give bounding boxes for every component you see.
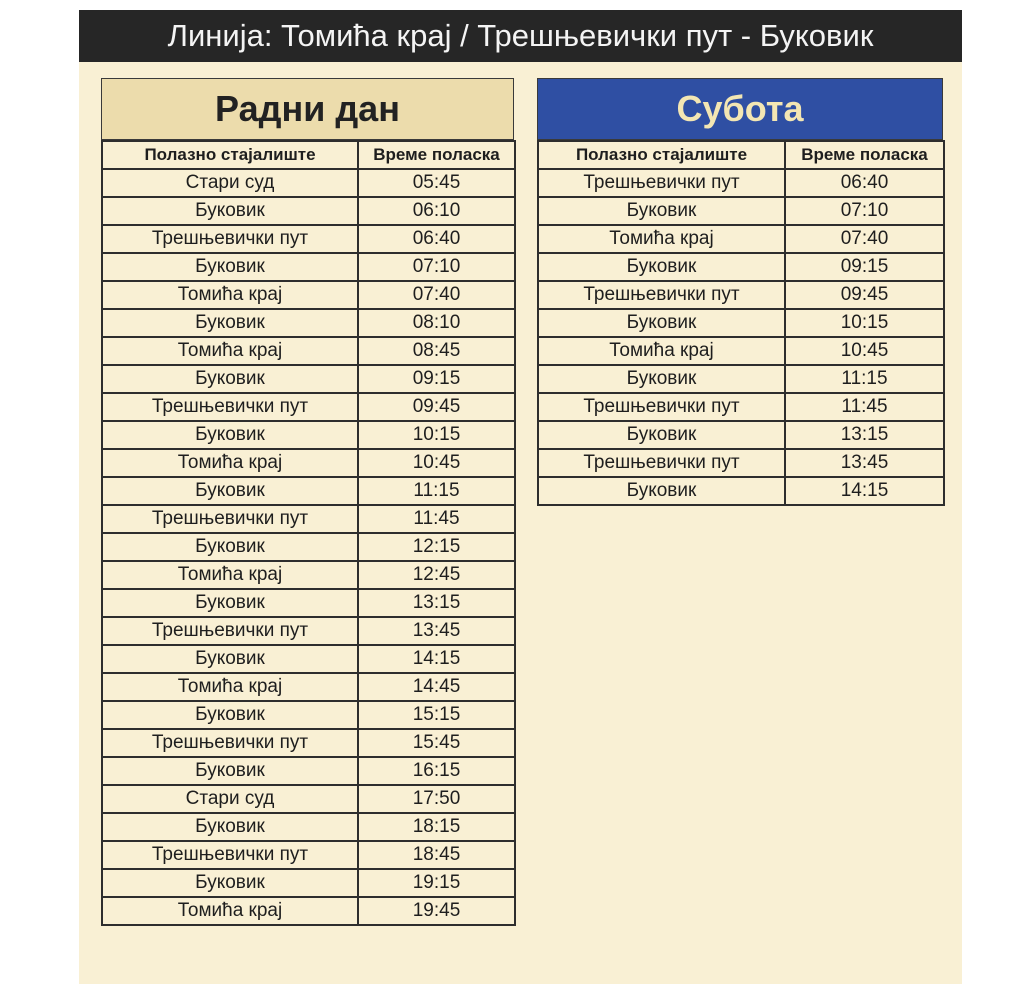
departure-stop: Томића крај [102, 449, 358, 477]
table-row [102, 281, 515, 309]
departure-time: 06:40 [785, 169, 944, 197]
table-row [102, 309, 515, 337]
departure-stop: Трешњевички пут [102, 617, 358, 645]
table-row [102, 337, 515, 365]
table-row [102, 477, 515, 505]
departure-stop: Трешњевички пут [538, 449, 785, 477]
departure-time: 10:45 [785, 337, 944, 365]
departure-time: 11:15 [358, 477, 515, 505]
departure-stop: Стари суд [102, 785, 358, 813]
departure-time: 08:10 [358, 309, 515, 337]
saturday-heading: Субота [537, 78, 943, 140]
departure-time: 18:45 [358, 841, 515, 869]
departure-stop: Томића крај [102, 281, 358, 309]
table-row [538, 477, 944, 505]
timetable-sheet [79, 10, 962, 984]
table-row [538, 337, 944, 365]
departure-stop: Буковик [538, 197, 785, 225]
departure-stop: Трешњевички пут [538, 169, 785, 197]
departure-time: 14:45 [358, 673, 515, 701]
table-row [102, 505, 515, 533]
departure-stop: Буковик [102, 757, 358, 785]
departure-time: 18:15 [358, 813, 515, 841]
departure-stop: Буковик [102, 309, 358, 337]
departure-time: 12:45 [358, 561, 515, 589]
departure-stop: Буковик [102, 813, 358, 841]
departure-stop: Буковик [538, 253, 785, 281]
table-row [102, 673, 515, 701]
departure-stop: Буковик [538, 477, 785, 505]
departure-time: 19:45 [358, 897, 515, 925]
table-row [538, 393, 944, 421]
line-title: Линија: Томића крај / Трешњевички пут - Буковик [79, 10, 962, 62]
table-row [102, 421, 515, 449]
table-row [102, 869, 515, 897]
table-row [538, 449, 944, 477]
departure-time: 13:45 [358, 617, 515, 645]
table-row [538, 197, 944, 225]
departure-time: 07:10 [785, 197, 944, 225]
departure-time: 14:15 [358, 645, 515, 673]
saturday-rows [538, 169, 944, 505]
departure-stop: Томића крај [538, 225, 785, 253]
departure-stop: Буковик [102, 533, 358, 561]
table-row [102, 253, 515, 281]
departure-stop: Буковик [538, 309, 785, 337]
departure-time: 13:45 [785, 449, 944, 477]
departure-time: 09:15 [785, 253, 944, 281]
departure-stop: Томића крај [102, 897, 358, 925]
table-row [102, 449, 515, 477]
departure-time: 11:45 [785, 393, 944, 421]
table-row [102, 393, 515, 421]
departure-time: 08:45 [358, 337, 515, 365]
departure-time: 09:15 [358, 365, 515, 393]
departure-stop: Буковик [102, 421, 358, 449]
saturday-schedule [537, 78, 943, 506]
weekday-schedule [101, 78, 514, 926]
departure-stop: Трешњевички пут [102, 225, 358, 253]
departure-time: 13:15 [785, 421, 944, 449]
departure-stop: Буковик [538, 421, 785, 449]
weekday-rows [102, 169, 515, 925]
departure-stop: Трешњевички пут [102, 393, 358, 421]
departure-stop: Буковик [102, 253, 358, 281]
departure-stop: Буковик [102, 645, 358, 673]
departure-time: 10:15 [358, 421, 515, 449]
departure-time: 15:45 [358, 729, 515, 757]
departure-stop: Томића крај [102, 337, 358, 365]
table-row [538, 169, 944, 197]
table-row [102, 645, 515, 673]
departure-time: 09:45 [785, 281, 944, 309]
departure-stop: Буковик [102, 869, 358, 897]
departure-stop: Буковик [102, 365, 358, 393]
table-row [538, 281, 944, 309]
departure-time: 05:45 [358, 169, 515, 197]
departure-time: 07:10 [358, 253, 515, 281]
departure-time: 17:50 [358, 785, 515, 813]
table-row [538, 365, 944, 393]
table-row [102, 589, 515, 617]
saturday-col-stop: Полазно стајалиште [538, 141, 785, 169]
departure-stop: Трешњевички пут [538, 393, 785, 421]
weekday-heading: Радни дан [101, 78, 514, 140]
saturday-table [537, 140, 945, 506]
table-row [102, 841, 515, 869]
weekday-col-time: Време поласка [358, 141, 515, 169]
table-row [102, 225, 515, 253]
table-row [538, 225, 944, 253]
table-row [102, 169, 515, 197]
table-row [538, 309, 944, 337]
departure-time: 06:10 [358, 197, 515, 225]
saturday-col-time: Време поласка [785, 141, 944, 169]
departure-time: 19:15 [358, 869, 515, 897]
table-row [102, 701, 515, 729]
table-row [102, 561, 515, 589]
departure-time: 14:15 [785, 477, 944, 505]
departure-stop: Томића крај [538, 337, 785, 365]
table-row [538, 421, 944, 449]
table-row [102, 785, 515, 813]
departure-time: 11:45 [358, 505, 515, 533]
departure-stop: Буковик [102, 197, 358, 225]
departure-time: 13:15 [358, 589, 515, 617]
departure-stop: Буковик [102, 701, 358, 729]
departure-stop: Трешњевички пут [538, 281, 785, 309]
weekday-table [101, 140, 516, 926]
table-row [102, 197, 515, 225]
departure-stop: Томића крај [102, 673, 358, 701]
departure-stop: Трешњевички пут [102, 505, 358, 533]
departure-stop: Трешњевички пут [102, 729, 358, 757]
departure-stop: Буковик [102, 477, 358, 505]
departure-time: 06:40 [358, 225, 515, 253]
table-row [102, 813, 515, 841]
table-row [102, 617, 515, 645]
table-row [102, 365, 515, 393]
departure-time: 09:45 [358, 393, 515, 421]
departure-time: 16:15 [358, 757, 515, 785]
departure-stop: Стари суд [102, 169, 358, 197]
departure-time: 07:40 [358, 281, 515, 309]
departure-time: 15:15 [358, 701, 515, 729]
departure-time: 12:15 [358, 533, 515, 561]
departure-stop: Трешњевички пут [102, 841, 358, 869]
table-row [538, 253, 944, 281]
table-row [102, 757, 515, 785]
departure-stop: Буковик [538, 365, 785, 393]
departure-time: 10:15 [785, 309, 944, 337]
table-row [102, 897, 515, 925]
departure-stop: Буковик [102, 589, 358, 617]
saturday-header-row [538, 141, 944, 169]
departure-time: 10:45 [358, 449, 515, 477]
table-row [102, 729, 515, 757]
table-row [102, 533, 515, 561]
departure-time: 07:40 [785, 225, 944, 253]
weekday-col-stop: Полазно стајалиште [102, 141, 358, 169]
weekday-header-row [102, 141, 515, 169]
departure-time: 11:15 [785, 365, 944, 393]
departure-stop: Томића крај [102, 561, 358, 589]
